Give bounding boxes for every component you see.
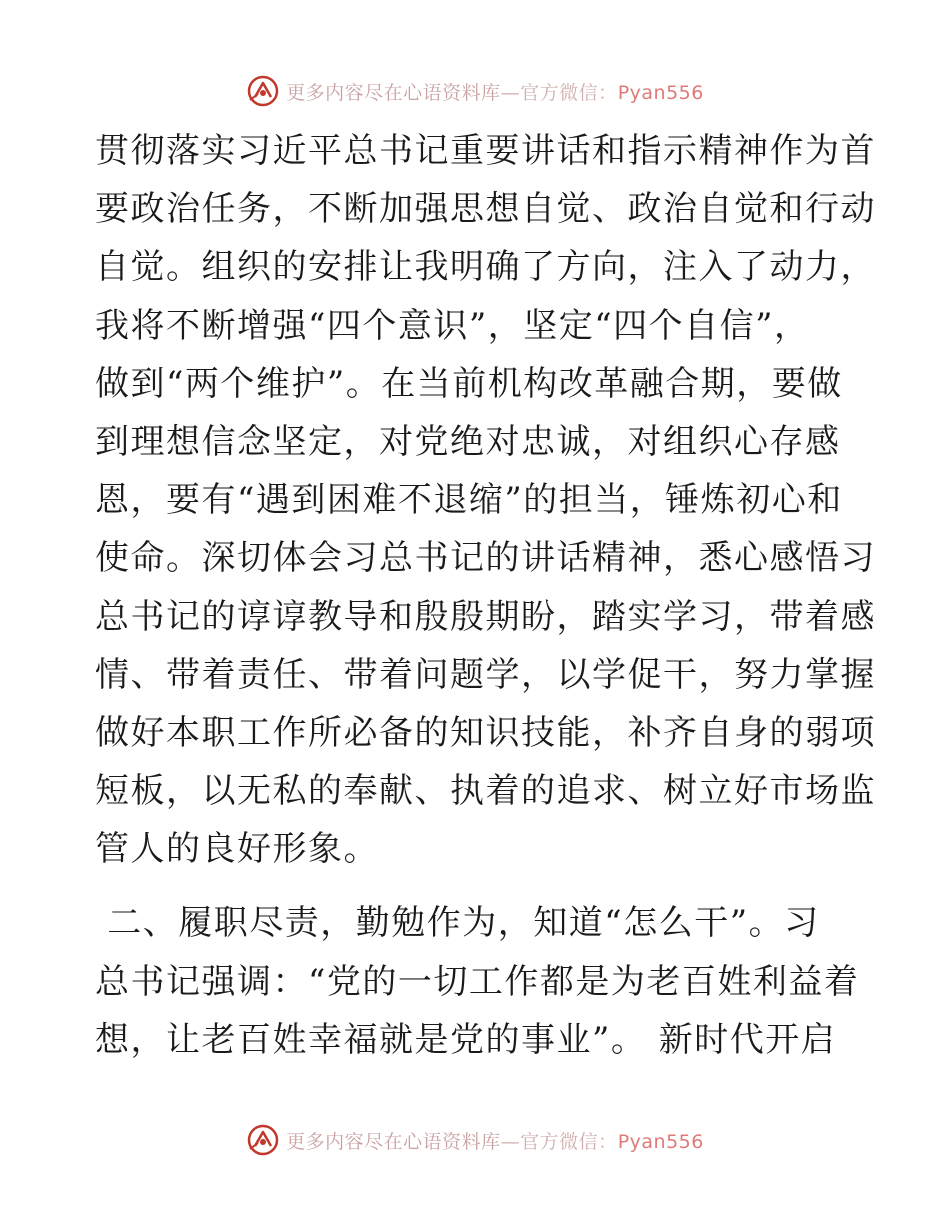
- text-line: 要政治任务，不断加强思想自觉、政治自觉和行动: [95, 189, 876, 230]
- watermark-text: 更多内容尽在心语资料库—官方微信：Pyan556: [286, 81, 704, 104]
- text-line: 使命。深切体会习总书记的讲话精神，悉心感悟习: [95, 538, 876, 579]
- text-line: 情、带着责任、带着问题学，以学促干，努力掌握: [95, 654, 876, 695]
- document-body: [95, 122, 876, 1069]
- text-line: 做好本职工作所必备的知识技能，补齐自身的弱项: [95, 712, 876, 753]
- text-line: 想，让老百姓幸福就是党的事业”。 新时代开启: [95, 1019, 837, 1060]
- watermark-footer: [0, 1118, 950, 1162]
- text-line: 恩，要有“遇到困难不退缩”的担当，锤炼初心和: [95, 480, 843, 521]
- logo-icon: [246, 1123, 280, 1157]
- section-heading-line: 二、履职尽责，勤勉作为，知道“怎么干”。习: [95, 903, 820, 944]
- watermark-text: 更多内容尽在心语资料库—官方微信：Pyan556: [286, 1130, 704, 1153]
- text-line: 到理想信念坚定，对党绝对忠诚，对组织心存感: [95, 421, 841, 462]
- paragraph-1: [95, 122, 876, 878]
- text-line: 做到“两个维护”。在当前机构改革融合期，要做: [95, 363, 843, 404]
- paragraph-2: [95, 894, 860, 1069]
- text-line: 贯彻落实习近平总书记重要讲话和指示精神作为首: [95, 131, 876, 171]
- text-line: 我将不断增强“四个意识”，坚定“四个自信”，: [95, 305, 810, 346]
- logo-icon: [246, 74, 280, 108]
- paragraph-gap: [95, 878, 855, 894]
- watermark-header: [0, 69, 950, 113]
- text-line: 管人的良好形象。: [95, 829, 379, 870]
- text-line: 总书记强调：“党的一切工作都是为老百姓利益着: [95, 961, 860, 1002]
- text-line: 自觉。组织的安排让我明确了方向，注入了动力，: [95, 247, 876, 288]
- text-line: 短板，以无私的奉献、执着的追求、树立好市场监: [95, 771, 876, 812]
- text-line: 总书记的谆谆教导和殷殷期盼，踏实学习，带着感: [95, 596, 876, 637]
